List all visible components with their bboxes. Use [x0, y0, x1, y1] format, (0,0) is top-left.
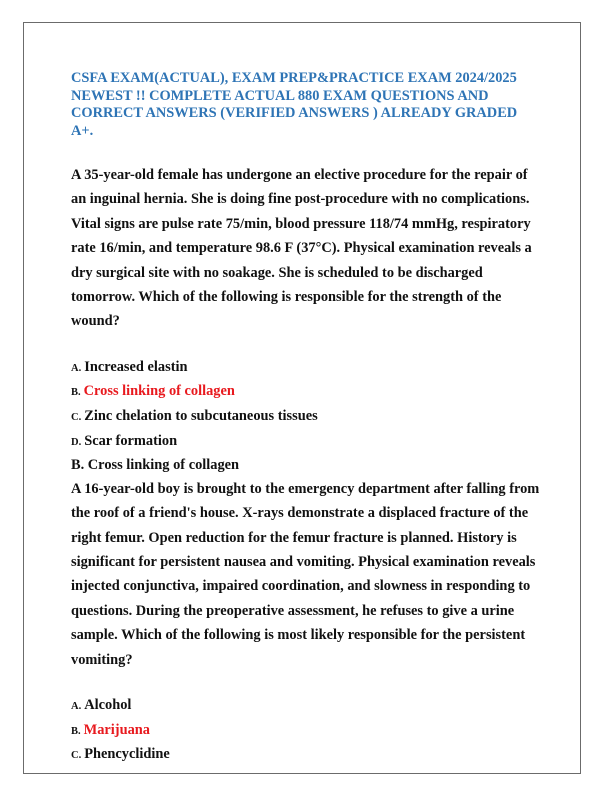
question-2-option-b	[71, 719, 541, 744]
option-text-correct: Marijuana	[83, 721, 150, 738]
question-1-stem: A 35-year-old female has undergone an elective procedure for the repair of an inguinal hernia. She is doing fine post-procedure with no complications. Vital signs are pulse rate 75/min, blood pressure 118/74 mmHg, respiratory rate 16/min, and temperature 98.6 F (37°C). Physical examination reveals a dry surgical site with no soakage. She is scheduled to be discharged tomorrow. Which of the following is responsible for the strength of the wound?	[71, 167, 532, 330]
document-body	[71, 70, 541, 768]
question-2-option-c	[71, 743, 541, 768]
question-1-option-d	[71, 430, 541, 455]
option-letter: C.	[71, 412, 82, 424]
option-text: Phencyclidine	[84, 746, 170, 763]
option-letter: C.	[71, 750, 82, 762]
question-1-option-a	[71, 356, 541, 381]
option-text: Scar formation	[84, 432, 178, 449]
question-1-options	[71, 356, 541, 454]
option-text: Alcohol	[84, 697, 132, 714]
question-2-options	[71, 694, 541, 768]
question-1-option-c	[71, 405, 541, 430]
option-text: Increased elastin	[84, 358, 188, 375]
question-1-option-b	[71, 380, 541, 405]
option-letter: B.	[71, 387, 81, 399]
option-letter: D.	[71, 436, 82, 448]
option-text: Zinc chelation to subcutaneous tissues	[84, 408, 318, 425]
option-letter: B.	[71, 725, 81, 737]
question-1-answer: B. Cross linking of collagen	[71, 457, 240, 474]
question-2-option-a	[71, 694, 541, 719]
option-text-correct: Cross linking of collagen	[83, 383, 235, 400]
option-letter: A.	[71, 362, 82, 374]
document-title: CSFA EXAM(ACTUAL), EXAM PREP&PRACTICE EXAM 2024/2025 NEWEST !! COMPLETE ACTUAL 880 EXAM QUESTIONS AND CORRECT ANSWERS (VERIFIED ANSWERS ) ALREADY GRADED A+.	[71, 70, 518, 139]
option-letter: A.	[71, 701, 82, 713]
question-2-stem: A 16-year-old boy is brought to the emergency department after falling from the roof of a friend's house. X-rays demonstrate a displaced fracture of the right femur. Open reduction for the femur fracture is planned. History is significant for persistent nausea and vomiting. Physical examination reveals injected conjunctiva, impaired coordination, and slowness in responding to questions. During the preoperative assessment, he refuses to give a urine sample. Which of the following is most likely responsible for the persistent vomiting?	[71, 480, 540, 668]
